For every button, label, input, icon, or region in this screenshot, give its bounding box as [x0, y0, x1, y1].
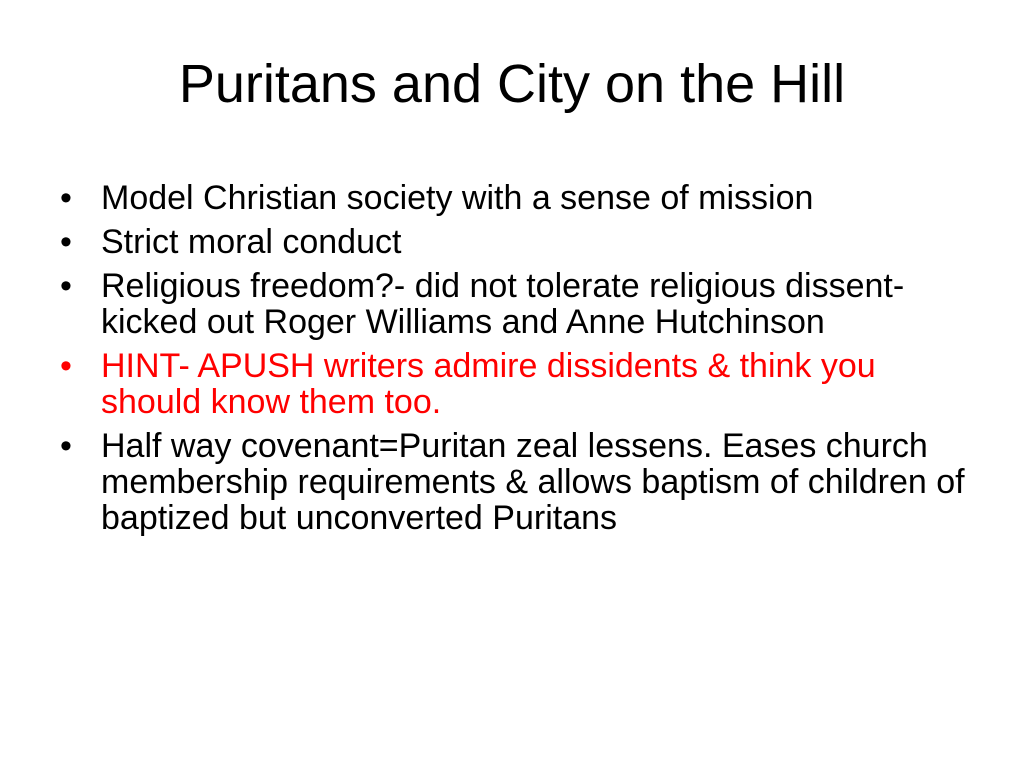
- bullet-icon: •: [60, 223, 72, 261]
- bullet-icon: •: [60, 347, 72, 385]
- bullet-text: Half way covenant=Puritan zeal lessens. Eases church membership requirements & allows baptism of children of baptized but unconverted Puritans: [101, 427, 965, 537]
- bullet-text: Strict moral conduct: [101, 223, 402, 261]
- bullet-icon: •: [60, 179, 72, 217]
- bullet-list: [60, 180, 970, 544]
- bullet-item-mission: [60, 180, 970, 216]
- bullet-item-moral-conduct: [60, 224, 970, 260]
- bullet-item-religious-freedom: [60, 268, 970, 340]
- bullet-text: Religious freedom?- did not tolerate religious dissent- kicked out Roger Williams and Anne Hutchinson: [101, 267, 905, 341]
- bullet-text: Model Christian society with a sense of mission: [101, 179, 814, 217]
- bullet-item-hint: [60, 348, 970, 420]
- slide-title: Puritans and City on the Hill: [178, 54, 846, 114]
- bullet-icon: •: [60, 427, 72, 465]
- bullet-item-half-way-covenant: [60, 428, 970, 536]
- bullet-text: HINT- APUSH writers admire dissidents & think you should know them too.: [101, 347, 876, 421]
- bullet-icon: •: [60, 267, 72, 305]
